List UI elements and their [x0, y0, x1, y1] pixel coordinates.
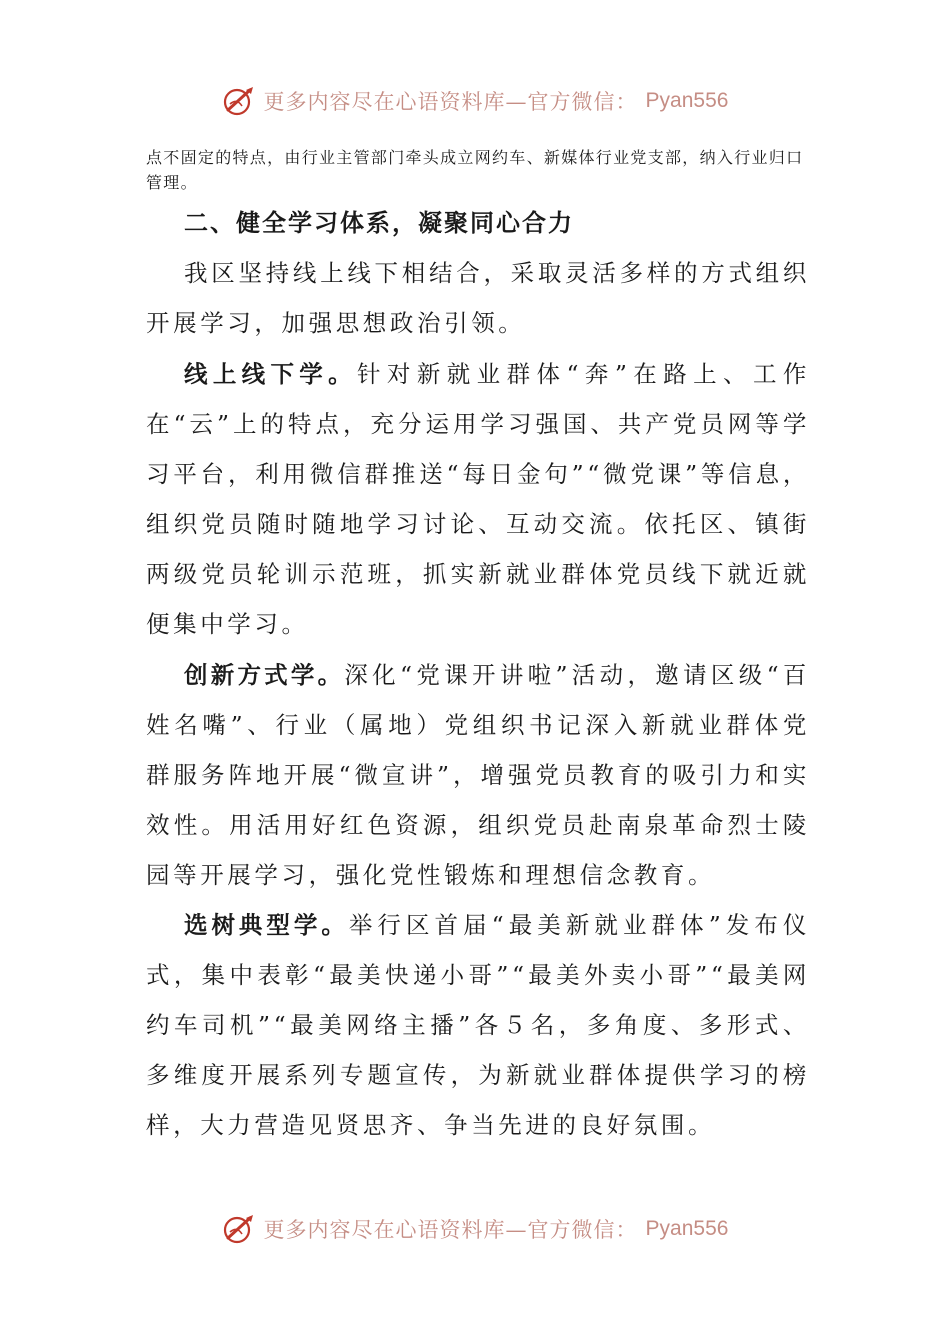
pen-logo-icon [222, 84, 256, 118]
watermark-wechat-id: Pyan556 [645, 1217, 729, 1240]
paragraph-lead: 线上线下学。 [184, 360, 357, 388]
paragraph-intro [146, 248, 810, 348]
paragraph-body: 我区坚持线上线下相结合，采取灵活多样的方式组织开展学习，加强思想政治引领。 [146, 259, 810, 337]
watermark-text: 更多内容尽在心语资料库—官方微信： [263, 90, 638, 114]
paragraph-innovative-methods [146, 650, 810, 900]
paragraph-body: 深化“党课开讲啦”活动，邀请区级“百姓名嘴”、行业（属地）党组织书记深入新就业群体党群服务阵地开展“微宣讲”，增强党员教育的吸引力和实效性。用活用好红色资源，组织党员赴南泉革命烈士陵园等开展学习，强化党性锻炼和理想信念教育。 [146, 661, 811, 889]
pen-logo-icon [222, 1212, 256, 1246]
paragraph-lead: 创新方式学。 [184, 661, 345, 689]
paragraph-online-offline [146, 349, 810, 649]
paragraph-role-models [146, 900, 810, 1150]
paragraph-body: 针对新就业群体“奔”在路上、工作在“云”上的特点，充分运用学习强国、共产党员网等学习平台，利用微信群推送“每日金句”“微党课”等信息，组织党员随时随地学习讨论、互动交流。依托区、镇街两级党员轮训示范班，抓实新就业群体党员线下就近就便集中学习。 [146, 360, 810, 638]
intro-fragment: 点不固定的特点，由行业主管部门牵头成立网约车、新媒体行业党支部，纳入行业归口管理。 [146, 148, 804, 192]
paragraph-lead: 选树典型学。 [184, 911, 349, 939]
section-heading: 二、健全学习体系，凝聚同心合力 [184, 208, 574, 237]
footer-watermark [0, 1212, 950, 1246]
paragraph-body: 举行区首届“最美新就业群体”发布仪式，集中表彰“最美快递小哥”“最美外卖小哥”“最美网约车司机”“最美网络主播”各５名，多角度、多形式、多维度开展系列专题宣传，为新就业群体提供学习的榜样，大力营造见贤思齐、争当先进的良好氛围。 [146, 911, 811, 1139]
header-watermark [0, 84, 950, 118]
watermark-wechat-id: Pyan556 [645, 89, 729, 112]
watermark-text: 更多内容尽在心语资料库—官方微信： [263, 1218, 638, 1242]
